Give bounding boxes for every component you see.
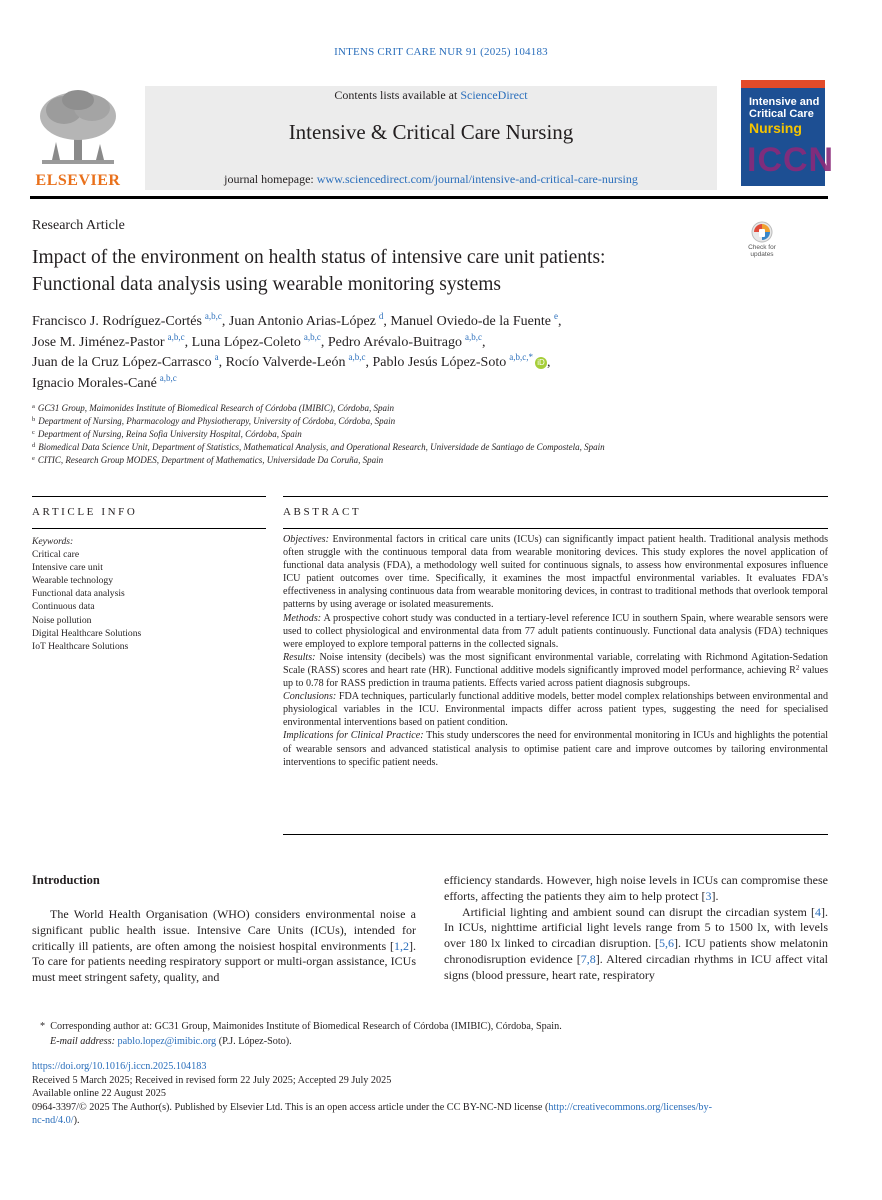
abstract-implications <box>283 729 828 768</box>
affiliation-item <box>32 454 832 467</box>
author-item <box>225 352 369 370</box>
author-affiliation-marks[interactable]: a,b,c <box>464 331 482 342</box>
abstract-implications-heading: Implications for Clinical Practice: <box>283 730 424 742</box>
keyword-item: IoT Healthcare Solutions <box>32 640 129 652</box>
cover-title <box>749 96 821 136</box>
author-name[interactable]: Rocío Valverde-León <box>225 355 346 370</box>
author-separator: , <box>365 355 369 370</box>
article-title-line1: Impact of the environment on health status of intensive care unit patients: <box>32 247 606 268</box>
affiliation-item <box>32 441 832 454</box>
check-for-updates-button[interactable] <box>740 220 784 264</box>
body-column-left <box>32 907 416 986</box>
abstract-conclusions-heading: Conclusions: <box>283 691 337 703</box>
masthead-rule <box>30 196 828 199</box>
body-text: efficiency standards. However, high noise levels in ICUs can compromise these efforts, affecting the patients they aim to help protect [ <box>444 873 828 903</box>
body-text: Artificial lighting and ambient sound can disrupt the circadian system [ <box>462 904 815 919</box>
keyword-item: Noise pollution <box>32 614 92 626</box>
keywords-label: Keywords: <box>32 536 74 547</box>
author-affiliation-marks[interactable]: e <box>553 311 558 321</box>
article-title <box>32 244 732 298</box>
author-separator: , <box>184 334 189 350</box>
cover-title-line1: Intensive and <box>749 96 820 108</box>
author-affiliation-marks[interactable]: a <box>214 352 219 362</box>
doi-link[interactable]: https://doi.org/10.1016/j.iccn.2025.104183 <box>32 1061 207 1072</box>
author-name[interactable]: Pablo Jesús López-Soto <box>372 355 507 370</box>
body-column-right <box>444 873 828 984</box>
cover-title-line3: Nursing <box>749 120 802 136</box>
author-name[interactable]: Juan de la Cruz López-Carrasco <box>32 355 212 370</box>
affiliation-item <box>32 428 832 441</box>
author-affiliation-marks[interactable]: a,b,c <box>159 372 177 383</box>
keywords-section <box>32 535 266 653</box>
check-updates-line1: Check for <box>748 244 776 251</box>
footnote-email-line <box>40 1034 830 1049</box>
article-title-line2: Functional data analysis using wearable monitoring systems <box>32 274 501 295</box>
article-type: Research Article <box>32 218 125 233</box>
author-affiliation-marks[interactable]: a,b,c,* <box>509 352 533 362</box>
author-item <box>32 352 223 370</box>
body-text: ]. In ICUs, nighttime artificial light levels range from 5 to 1500 lx, with levels over 180 lx linked to circadian disruption. [ <box>444 904 828 951</box>
author-list <box>32 312 792 394</box>
author-item <box>372 352 551 370</box>
article-info-heading: ARTICLE INFO <box>32 506 138 518</box>
abstract-implications-text: This study underscores the need for environmental monitoring in ICUs and highlights the potential of wearable sensors and advanced statistical analysis to optimise patient care and improve outcomes by tailoring environmental interventions to specific patient needs. <box>283 730 829 768</box>
homepage-prefix: journal homepage: <box>224 172 317 186</box>
author-item <box>390 311 562 329</box>
keyword-item: Digital Healthcare Solutions <box>32 627 142 639</box>
body-text: ]. ICU patients show melatonin chronodisruption evidence [ <box>444 936 829 966</box>
corresponding-author-footnote <box>40 1019 830 1049</box>
abstract-bottom-rule <box>283 834 828 835</box>
body-text: ]. To care for patients needing respiratory support or multi-organ assistance, ICUs must meet stringent safety, quality, and <box>32 938 416 985</box>
abstract-results-text-b: values up to 0.78 for RASS prediction in trauma patients. Effects varied across patient diagnosis subgroups. <box>283 664 828 690</box>
abstract-results-heading: Results: <box>283 651 316 663</box>
author-separator: , <box>320 334 325 350</box>
abstract-objectives-text: Environmental factors in critical care units (ICUs) can significantly impact patient health. Traditional analysis methods often struggle with the continuous temporal data from wearable monitoring devices. This study explores the novel application of functional data analysis (FDA), a methodology well suited for continuous signals, to assess how environmental exposures influence ICU patient outcomes over time. Specifically, it examines the most impactful environmental variables. It evaluates FDA's effectiveness in analysing continuous data from wearable monitoring devices, in contrast to traditional methods that overlook temporal patterns by using average or isolated measurements. <box>283 534 828 611</box>
license-link[interactable]: http://creativecommons.org/licenses/by- <box>548 1101 712 1113</box>
elsevier-logo[interactable] <box>30 86 126 190</box>
email-suffix: (P.J. López-Soto). <box>218 1036 292 1047</box>
article-info-header-rule <box>32 528 266 529</box>
body-paragraph <box>444 873 828 905</box>
author-affiliation-marks[interactable]: a,b,c <box>167 331 185 342</box>
abstract-objectives <box>283 533 828 612</box>
author-item <box>32 311 226 329</box>
keyword-item: Critical care <box>32 549 80 561</box>
author-email-link[interactable]: pablo.lopez@imibic.org <box>117 1036 217 1047</box>
citation-link[interactable]: 4 <box>815 904 821 919</box>
abstract-top-rule <box>283 496 828 497</box>
copyright-text: 0964-3397/© 2025 The Author(s). Published by Elsevier Ltd. This is an open access article under the CC BY-NC-ND license ( <box>32 1101 549 1113</box>
affiliation-text: Department of Nursing, Reina Sofia University Hospital, Córdoba, Spain <box>37 429 302 439</box>
author-affiliation-marks[interactable]: a,b,c <box>204 311 222 321</box>
abstract-results-superscript: 2 <box>795 663 800 672</box>
check-for-updates-label <box>740 244 784 258</box>
citation-link[interactable]: 1,2 <box>394 938 409 953</box>
affiliation-text: Biomedical Data Science Unit, Department of Statistics, Mathematical Analysis, and Operational Research, Universidade de Santiago de Compostela, Spain <box>38 442 605 452</box>
affiliation-text: GC31 Group, Maimonides Institute of Biomedical Research of Córdoba (IMIBIC), Córdoba, Spain <box>37 403 395 413</box>
affiliation-text: Department of Nursing, Pharmacology and Physiotherapy, University of Córdoba, Córdoba, Spain <box>38 416 396 426</box>
abstract-results-text-a: Noise intensity (decibels) was the most significant environmental variable, correlating with Richmond Agitation-Sedation Scale (RASS) scores and heart rate (HR). Functional additive models significantly improved model performance, achieving R <box>283 651 828 676</box>
abstract-heading: ABSTRACT <box>283 506 362 518</box>
citation-link[interactable]: 5,6 <box>659 936 675 951</box>
author-name[interactable]: Francisco J. Rodríguez-Cortés <box>32 314 202 329</box>
journal-homepage-link[interactable]: www.sciencedirect.com/journal/intensive-and-critical-care-nursing <box>316 172 638 186</box>
keyword-item: Continuous data <box>32 601 95 613</box>
email-label: E-mail address: <box>50 1036 115 1047</box>
keyword-item: Functional data analysis <box>32 588 125 600</box>
journal-homepage-line <box>145 172 717 187</box>
author-separator: , <box>383 314 387 329</box>
affiliations <box>32 402 832 467</box>
available-online-date: Available online 22 August 2025 <box>32 1088 166 1100</box>
author-name[interactable]: Manuel Oviedo-de la Fuente <box>390 314 551 329</box>
footnote-line <box>40 1019 830 1034</box>
author-name[interactable]: Ignacio Morales-Cané <box>32 375 157 391</box>
author-item <box>327 331 486 350</box>
author-separator: , <box>218 355 223 370</box>
affiliation-item <box>32 415 832 428</box>
abstract-conclusions <box>283 690 828 729</box>
copyright-text-end: ). <box>73 1115 80 1127</box>
citation-link[interactable]: 3 <box>705 888 712 903</box>
license-link-continued[interactable]: nc-nd/4.0/ <box>32 1115 74 1127</box>
copyright-line <box>32 1101 830 1128</box>
affiliation-key: d <box>32 442 36 449</box>
affiliation-key: e <box>32 455 35 462</box>
affiliation-key: b <box>32 416 36 423</box>
author-separator: , <box>481 334 486 350</box>
abstract-methods-text: A prospective cohort study was conducted in a tertiary-level reference ICU in southern Spain, where wearable sensors were used to collect physiological and environmental data from 77 adult patients continuously. Functional data analysis (FDA) techniques were employed to explore temporal patterns in the collected signals. <box>283 612 829 650</box>
author-affiliation-marks[interactable]: d <box>378 311 384 321</box>
keyword-item: Wearable technology <box>32 575 114 587</box>
check-for-updates-icon <box>740 220 784 244</box>
author-separator: , <box>557 314 562 329</box>
author-name[interactable]: Luna López-Coleto <box>191 334 301 350</box>
author-separator: , <box>221 314 226 329</box>
article-info-top-rule <box>32 496 266 497</box>
journal-name: Intensive & Critical Care Nursing <box>288 120 574 144</box>
cover-logo-mark: ICCN <box>747 141 835 179</box>
abstract-body <box>283 533 828 769</box>
body-text: The World Health Organisation (WHO) considers environmental noise a significant public health issue. Intensive Care Units (ICUs), intended for critically ill patients, are often among the noisiest hospital environments [ <box>32 907 416 953</box>
footnote-text: Corresponding author at: GC31 Group, Maimonides Institute of Biomedical Research of Córdoba (IMIBIC), Córdoba, Spain. <box>50 1021 562 1032</box>
orcid-icon[interactable]: iD <box>535 357 547 369</box>
body-text: ]. <box>711 888 719 903</box>
elsevier-wordmark: ELSEVIER <box>35 172 121 189</box>
author-item <box>191 331 325 350</box>
affiliation-key: c <box>32 429 35 436</box>
introduction-heading: Introduction <box>32 873 100 887</box>
abstract-results <box>283 651 828 690</box>
check-updates-line2: updates <box>750 251 774 258</box>
body-text: ]. Altered circadian rhythms in ICU affect vital signs (blood pressure, heart rate, respiratory <box>444 951 828 982</box>
author-item <box>228 311 387 329</box>
contents-prefix: Contents lists available at <box>334 88 461 102</box>
body-paragraph <box>32 907 416 986</box>
abstract-objectives-heading: Objectives: <box>283 534 329 545</box>
author-separator: , <box>546 355 551 370</box>
cover-stripe <box>741 80 825 88</box>
author-name[interactable]: Jose M. Jiménez-Pastor <box>32 334 165 350</box>
running-head: INTENS CRIT CARE NUR 91 (2025) 104183 <box>334 46 548 58</box>
cover-title-line2: Critical Care <box>749 108 814 120</box>
footnote-marker: * <box>40 1021 46 1032</box>
author-name[interactable]: Pedro Arévalo-Buitrago <box>327 334 462 350</box>
abstract-methods-heading: Methods: <box>283 612 322 624</box>
abstract-conclusions-text: FDA techniques, particularly functional additive models, better model complex relationships between environmental and physiological variables in the ICU. Environmental impacts differ across patient types, suggesting the need for specialised environmental interventions based on patient condition. <box>283 691 828 729</box>
elsevier-tree-icon <box>30 86 126 170</box>
keyword-item: Intensive care unit <box>32 562 103 574</box>
publication-info <box>32 1060 830 1128</box>
author-name[interactable]: Juan Antonio Arias-López <box>228 314 376 329</box>
affiliation-key: a <box>32 403 35 410</box>
body-paragraph <box>444 905 828 984</box>
author-item <box>32 372 177 391</box>
affiliation-text: CITIC, Research Group MODES, Department of Mathematics, Universidade Da Coruña, Spain <box>37 455 384 465</box>
author-affiliation-marks[interactable]: a,b,c <box>348 352 366 362</box>
author-item <box>32 331 189 350</box>
sciencedirect-link[interactable]: ScienceDirect <box>460 88 528 102</box>
abstract-methods <box>283 612 828 651</box>
contents-line <box>145 88 717 103</box>
author-affiliation-marks[interactable]: a,b,c <box>303 331 321 342</box>
abstract-header-rule <box>283 528 828 529</box>
citation-link[interactable]: 7,8 <box>580 951 596 966</box>
received-dates: Received 5 March 2025; Received in revised form 22 July 2025; Accepted 29 July 2025 <box>32 1074 392 1086</box>
journal-cover-image[interactable] <box>741 80 835 186</box>
affiliation-item <box>32 402 832 415</box>
